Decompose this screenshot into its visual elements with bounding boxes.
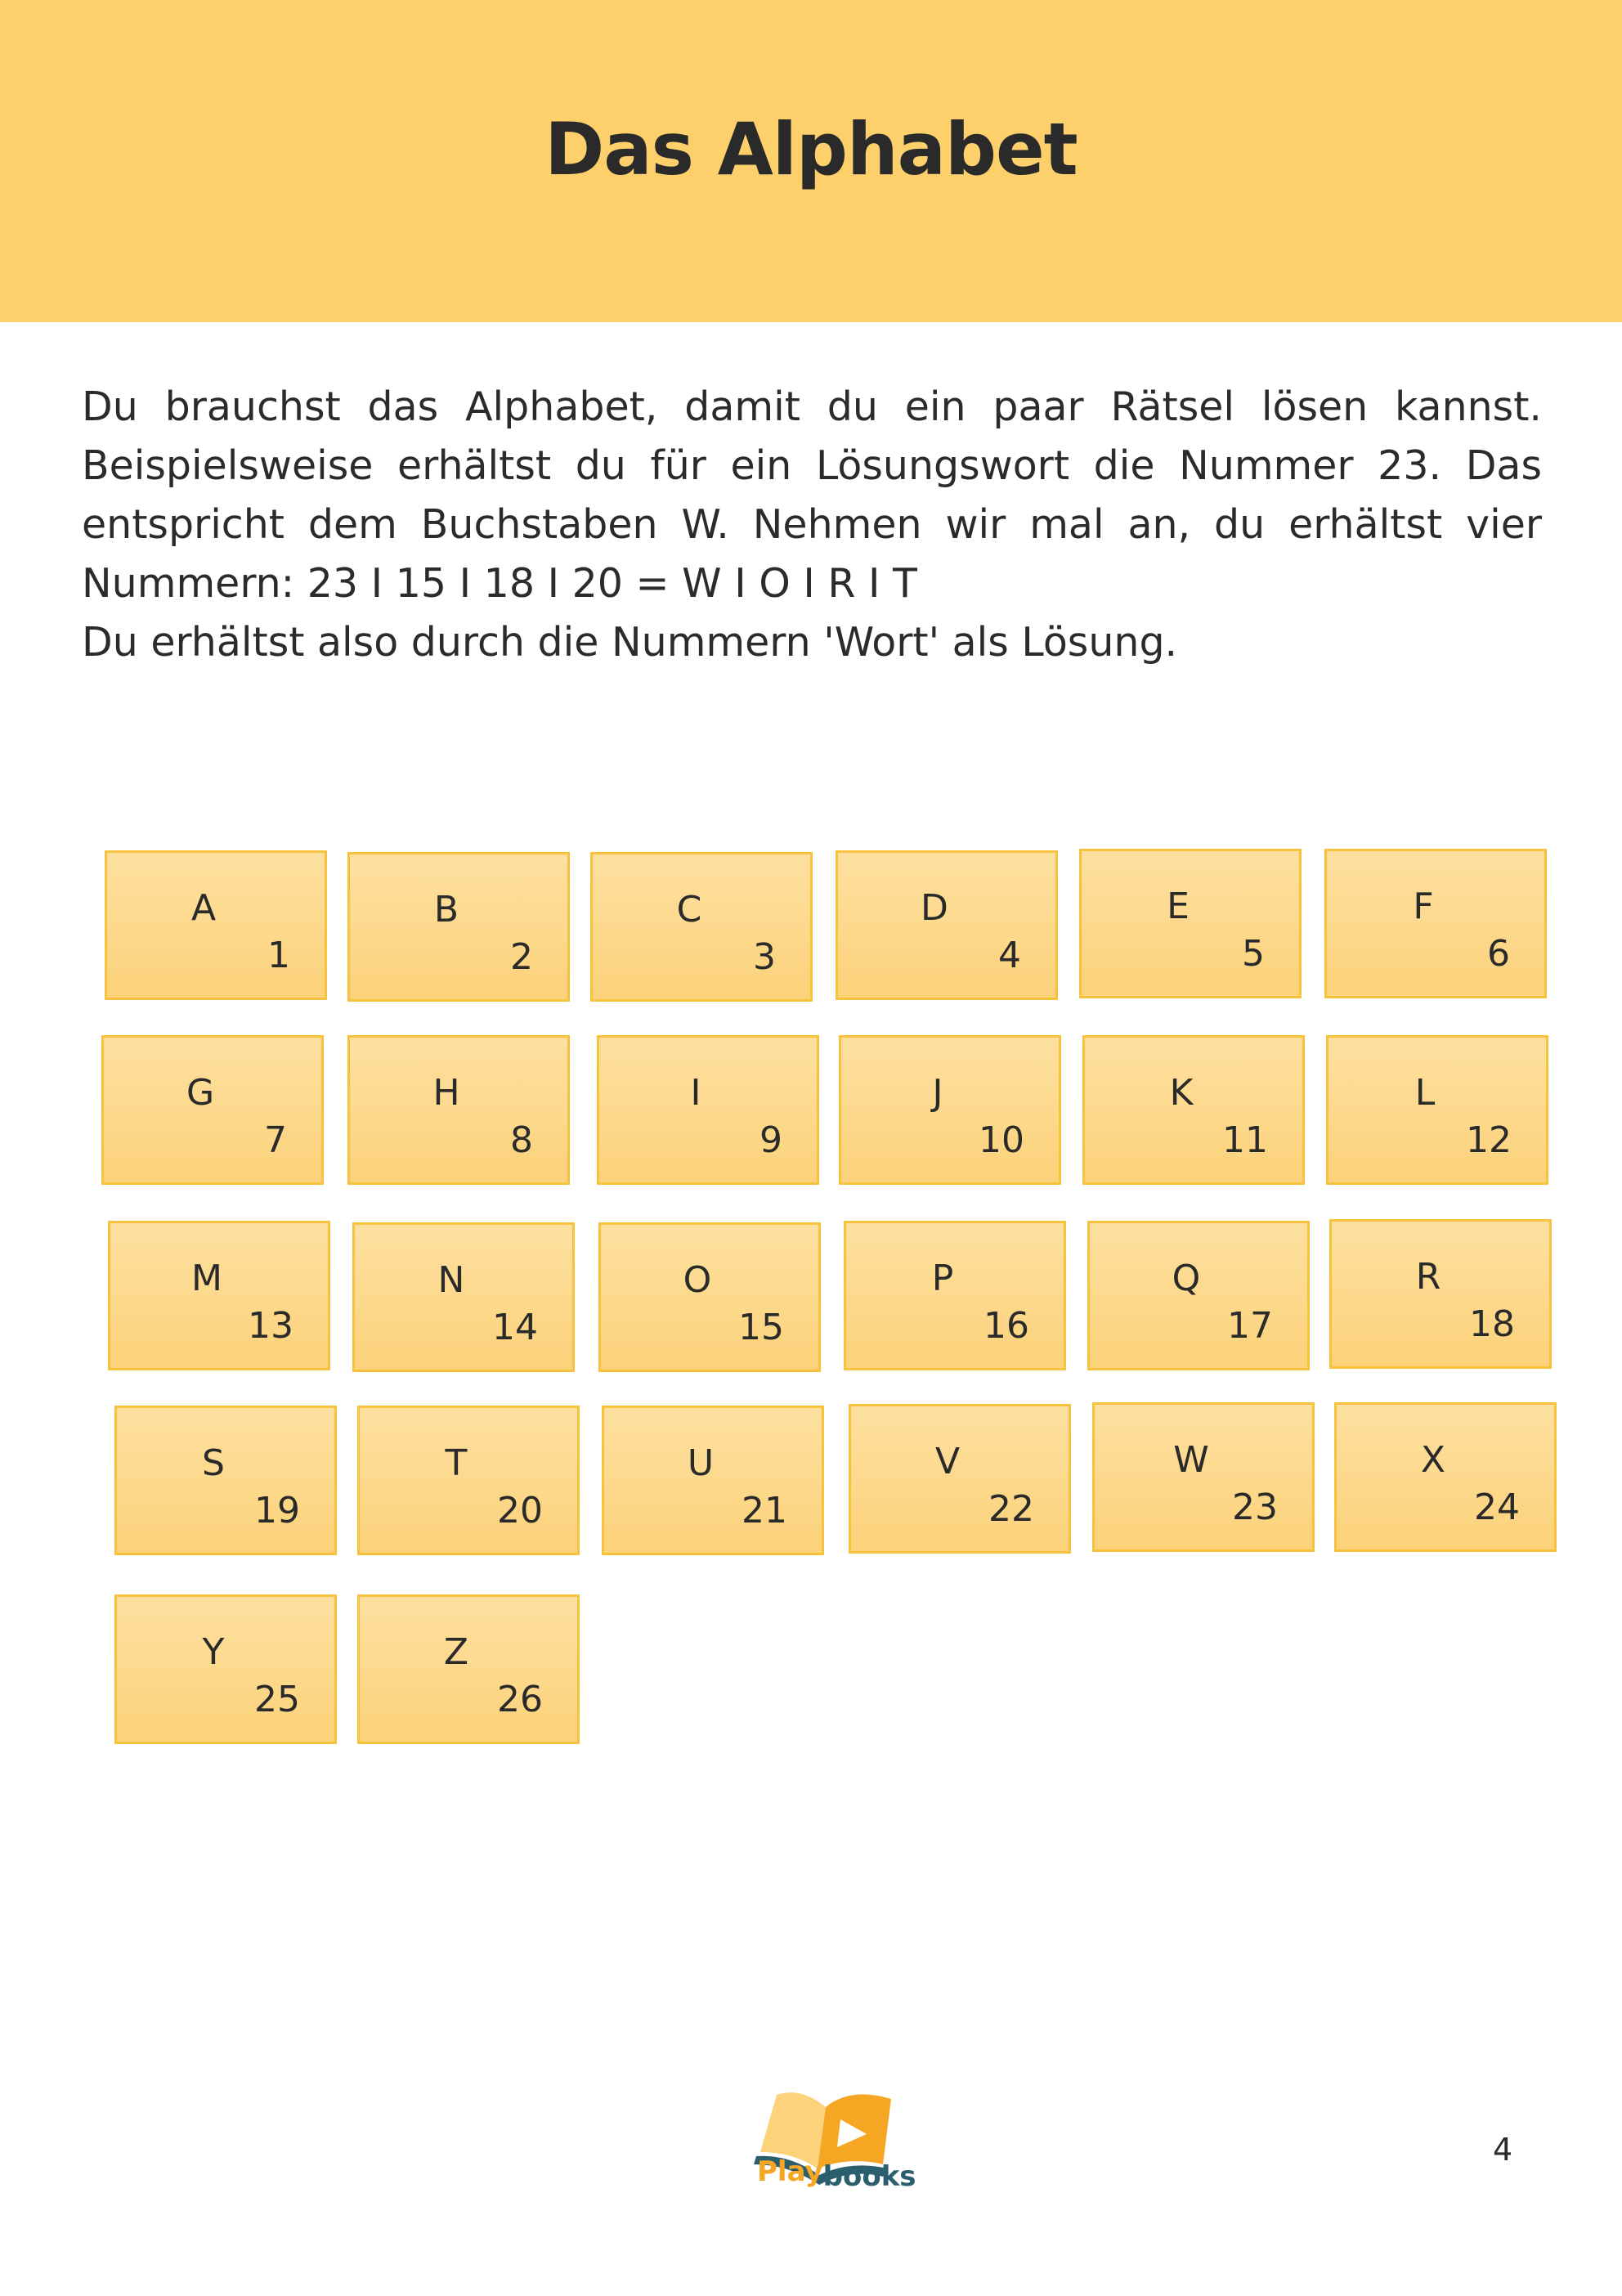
tile-number: 22 [988,1488,1034,1530]
letter-tile-t [357,1406,580,1555]
letter-tile-s [114,1406,337,1555]
letter-tile-g [101,1035,324,1185]
letter-tile-v [849,1404,1071,1554]
letter-tile-j [839,1035,1061,1185]
tile-number: 11 [1222,1119,1268,1161]
tile-letter: Z [443,1631,469,1673]
tile-number: 3 [753,936,776,978]
tile-number: 9 [759,1119,782,1161]
letter-tile-f [1324,849,1547,998]
tile-number: 16 [984,1305,1029,1347]
tile-number: 13 [248,1305,293,1347]
letter-tile-n [352,1222,575,1372]
letter-tile-x [1334,1402,1557,1552]
tile-number: 18 [1469,1303,1515,1345]
letter-tile-w [1092,1402,1315,1552]
tile-number: 14 [492,1307,538,1348]
tile-number: 12 [1466,1119,1512,1161]
letter-tile-k [1082,1035,1305,1185]
tile-letter: K [1169,1072,1194,1114]
intro-line: entspricht dem Buchstaben W. Nehmen wir mal an, du erhältst vier [82,501,1542,548]
letter-tile-l [1326,1035,1548,1185]
tile-letter: N [437,1259,465,1301]
tile-letter: R [1415,1256,1441,1298]
tile-letter: I [690,1072,701,1114]
tile-letter: L [1414,1072,1436,1114]
tile-letter: W [1173,1439,1209,1481]
letter-tile-m [108,1221,330,1370]
logo-books-text: books [822,2160,916,2193]
tile-letter: F [1413,886,1434,927]
intro-line: Du erhältst also durch die Nummern 'Wort' als Lösung. [82,619,1178,666]
letter-tile-e [1079,849,1302,998]
letter-tile-q [1087,1221,1310,1370]
tile-letter: P [931,1258,954,1299]
tile-number: 20 [497,1490,543,1531]
letter-tile-r [1329,1219,1552,1369]
tile-letter: V [934,1441,961,1482]
tile-number: 8 [510,1119,533,1161]
tile-number: 5 [1242,933,1265,975]
letter-tile-y [114,1594,337,1744]
letter-tile-d [836,850,1058,1000]
letter-tile-c [590,852,813,1002]
tile-letter: T [445,1442,468,1484]
page-title: Das Alphabet [544,106,1078,191]
tile-number: 19 [254,1490,300,1531]
playbooks-logo-text [757,2155,916,2193]
tile-letter: M [191,1258,222,1299]
intro-line: Beispielsweise erhältst du für ein Lösungswort die Nummer 23. Das [82,442,1542,489]
tile-letter: Q [1172,1258,1201,1299]
tile-letter: S [202,1442,225,1484]
tile-number: 7 [264,1119,287,1161]
tile-letter: O [683,1259,712,1301]
tile-number: 23 [1232,1487,1278,1528]
tile-letter: C [676,889,702,931]
tile-letter: U [687,1442,715,1484]
tile-letter: X [1420,1439,1446,1481]
letter-tile-u [602,1406,824,1555]
tile-letter: H [432,1072,460,1114]
logo-play-text: Play [757,2155,823,2188]
tile-number: 21 [742,1490,787,1531]
tile-letter: E [1167,886,1190,927]
tile-number: 17 [1227,1305,1273,1347]
letter-tile-o [598,1222,821,1372]
tile-number: 24 [1474,1487,1520,1528]
tile-number: 25 [254,1679,300,1720]
tile-letter: J [932,1072,943,1114]
tile-number: 26 [497,1679,543,1720]
letter-tile-a [105,850,327,1000]
tile-letter: G [186,1072,215,1114]
letter-tile-h [347,1035,570,1185]
letter-tile-z [357,1594,580,1744]
intro-line: Du brauchst das Alphabet, damit du ein paar Rätsel lösen kannst. [82,383,1542,430]
tile-letter: Y [202,1631,225,1673]
intro-line: Nummern: 23 I 15 I 18 I 20 = W I O I R I T [82,560,917,607]
letter-tile-p [844,1221,1066,1370]
tile-letter: A [190,887,217,929]
tile-number: 4 [998,935,1021,976]
page-number: 4 [1493,2132,1513,2168]
tile-letter: B [433,889,459,931]
tile-number: 10 [979,1119,1024,1161]
tile-number: 6 [1487,933,1510,975]
tile-number: 15 [738,1307,784,1348]
tile-number: 1 [267,935,290,976]
letter-tile-b [347,852,570,1002]
letter-tile-i [597,1035,819,1185]
tile-number: 2 [510,936,533,978]
tile-letter: D [921,887,948,929]
